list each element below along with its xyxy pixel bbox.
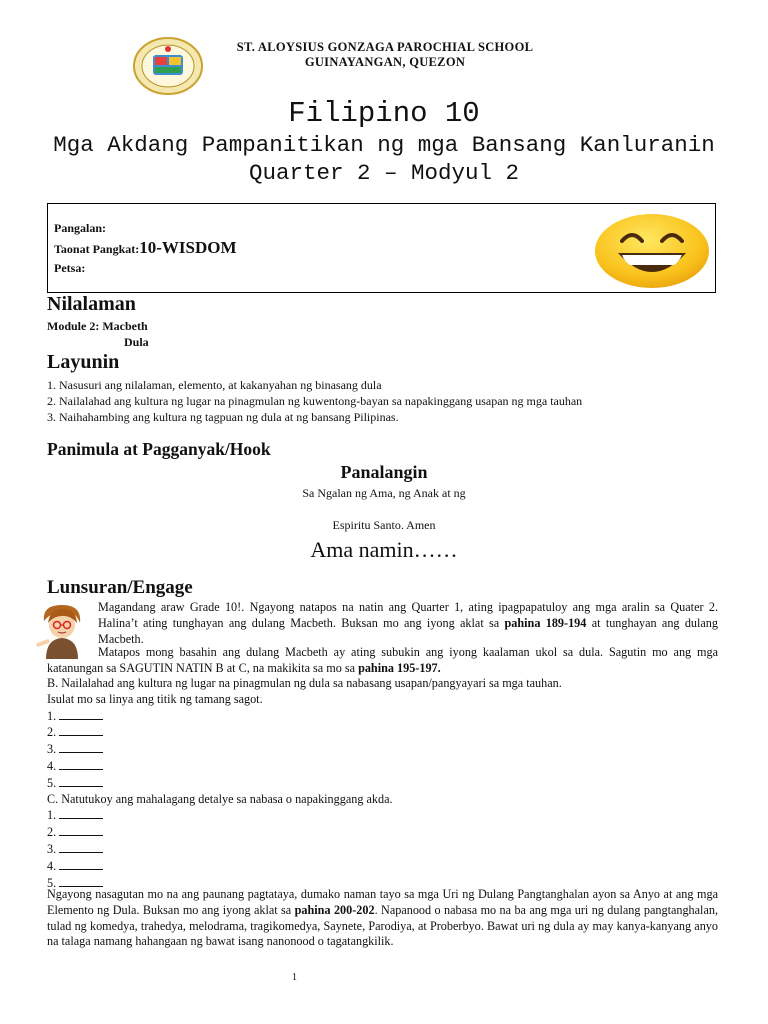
answer-blank[interactable]	[59, 858, 103, 870]
answer-blank[interactable]	[59, 775, 103, 787]
intro-pages: pahina 189-194	[504, 615, 587, 630]
answer-blank[interactable]	[59, 708, 103, 720]
prayer-line-2: Espiritu Santo. Amen	[332, 518, 436, 532]
assessment-paragraph	[47, 645, 718, 677]
school-name: ST. ALOYSIUS GONZAGA PAROCHIAL SCHOOL	[236, 40, 534, 54]
layunin-heading: Layunin	[47, 351, 120, 373]
answer-blank[interactable]	[59, 741, 103, 753]
answer-blank[interactable]	[59, 875, 103, 887]
subject-title: Filipino 10	[288, 97, 480, 130]
section-b	[47, 676, 737, 891]
answer-line-row: 2.	[47, 824, 737, 841]
school-header	[215, 40, 555, 70]
answer-blank[interactable]	[59, 758, 103, 770]
answer-line-row: 1.	[47, 708, 737, 725]
answer-line-row: 4.	[47, 858, 737, 875]
module-title: Mga Akdang Pampanitikan ng mga Bansang Kanluranin	[53, 132, 715, 158]
page-number: 1	[292, 972, 297, 983]
grinning-face-icon	[594, 213, 710, 289]
closing-pages: pahina 200-202	[294, 902, 375, 917]
date-label: Petsa:	[54, 261, 86, 275]
module-label: Module 2:	[47, 319, 100, 333]
module-value: Macbeth	[102, 319, 148, 333]
panimula-heading: Panimula at Pagganyak/Hook	[47, 439, 271, 459]
grade-label: Taonat Pangkat:	[54, 242, 140, 256]
answer-line-row: 5.	[47, 775, 737, 792]
answer-line-row: 3.	[47, 841, 737, 858]
nilalaman-heading: Nilalaman	[47, 293, 136, 315]
quarter-title: Quarter 2 – Modyul 2	[248, 160, 520, 186]
intro-text-end: at tunghayan ang dulang Macbeth.	[98, 615, 718, 646]
answer-line-row: 3.	[47, 741, 737, 758]
prayer-line-1: Sa Ngalan ng Ama, ng Anak at ng	[302, 486, 466, 500]
lunsuran-heading: Lunsuran/Engage	[47, 577, 193, 598]
school-seal-logo	[133, 37, 203, 95]
section-b-instruction: B. Nailalahad ang kultura ng lugar na pinagmulan ng dula sa nabasang usapan/pangyayari sa mga tauhan.	[47, 676, 562, 690]
prayer-title: Panalangin	[340, 462, 428, 482]
genre-label: Dula	[124, 335, 149, 349]
closing-paragraph	[47, 887, 718, 950]
intro-paragraph	[98, 600, 718, 647]
closing-text-end: . Napanood o nabasa mo na ba ang mga uri ng dulang pangtanghalan, tulad ng komedya, trahedya, melodrama, tragikomedya, Saynete, Parodiya, at Proberbyo. Bawat uri ng dula ay may kanya-kanyang anyo na talaga namang hahangaan ng bawat isang nanonood o tagatangkilik.	[47, 902, 718, 949]
closing-text: Ngayong nasagutan mo na ang paunang pagtataya, dumako naman tayo sa mga Uri ng Dulang Pangtanghalan ayon sa Anyo at ang mga Elemento ng Dula. Buksan mo ang iyong aklat sa	[47, 887, 718, 917]
answer-blank[interactable]	[59, 807, 103, 819]
answer-blank[interactable]	[59, 841, 103, 853]
prayer-text: Ama namin……	[310, 537, 458, 562]
answer-blank[interactable]	[59, 724, 103, 736]
assessment-text: Matapos mong basahin ang dulang Macbeth ay ating subukin ang iyong kaalaman ukol sa dula. Sagutin mo ang mga katanungan sa SAGUTIN NATIN B at C, na makikita sa mo sa	[47, 645, 718, 675]
section-b-subinstruction: Isulat mo sa linya ang titik ng tamang sagot.	[47, 691, 263, 706]
objective-item: 1. Nasusuri ang nilalaman, elemento, at kakanyahan ng binasang dula	[47, 378, 382, 392]
answer-line-row: 2.	[47, 724, 737, 741]
school-location: GUINAYANGAN, QUEZON	[304, 55, 466, 69]
assessment-pages: pahina 195-197.	[358, 660, 441, 675]
objective-item: 2. Nailalahad ang kultura ng lugar na pinagmulan ng kuwentong-bayan sa napakinggang usapan ng mga tauhan	[47, 394, 583, 408]
answer-line-row: 4.	[47, 758, 737, 775]
name-label: Pangalan:	[54, 221, 107, 235]
answer-line-row: 5.	[47, 875, 737, 892]
module-row	[47, 319, 148, 334]
answer-line-row: 1.	[47, 807, 737, 824]
answer-blank[interactable]	[59, 824, 103, 836]
grade-value: 10-WISDOM	[139, 238, 237, 257]
objective-item: 3. Naihahambing ang kultura ng tagpuan ng dula at ng bansang Pilipinas.	[47, 410, 399, 424]
section-c-instruction: C. Natutukoy ang mahalagang detalye sa nabasa o napakinggang akda.	[47, 791, 393, 806]
objectives-list	[47, 377, 737, 425]
intro-text: Magandang araw Grade 10!. Ngayong natapos na natin ang Quarter 1, ating ipagpapatuloy ang mga aralin sa Quater 2. Halina’t ating tunghayan ang dulang Macbeth. Buksan mo ang iyong aklat sa	[98, 600, 718, 630]
grade-row	[54, 238, 237, 258]
